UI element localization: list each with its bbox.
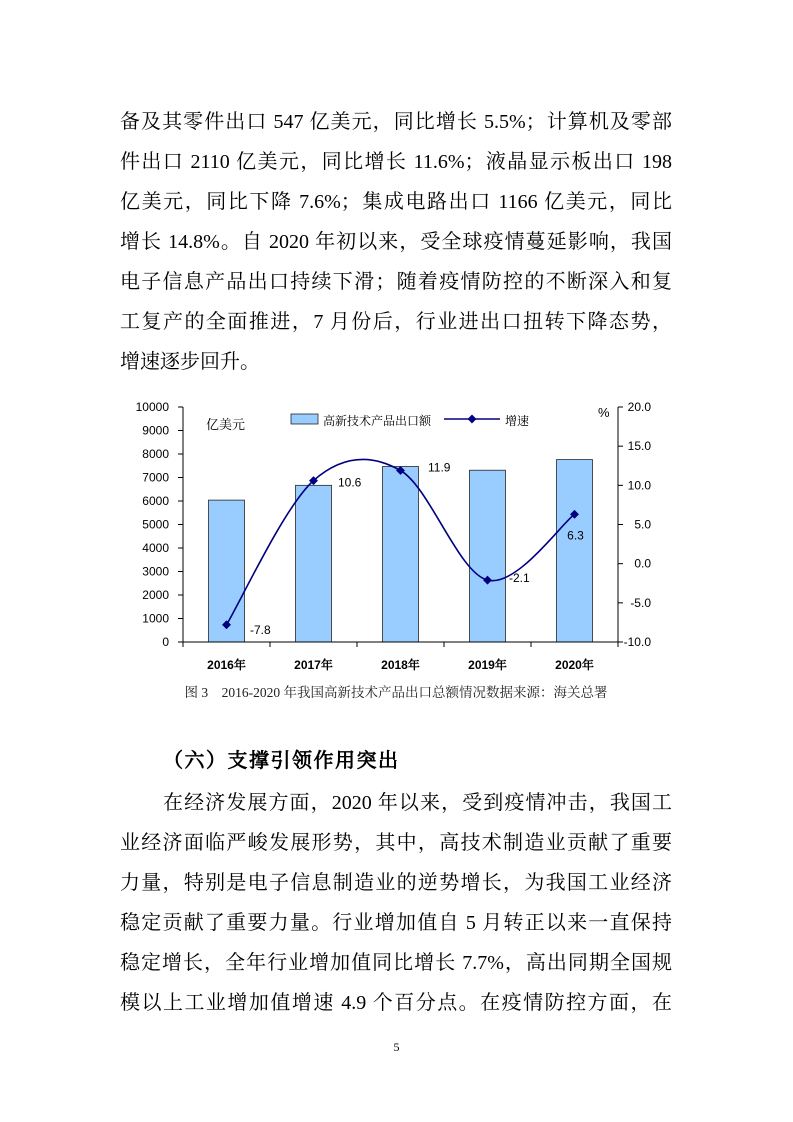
paragraph-line: 业经济面临严峻发展形势，其中，高技术制造业贡献了重要 — [120, 832, 672, 854]
x-tick-label-2019: 2019年 — [468, 658, 507, 672]
y-left-tick-label: 9000 — [142, 423, 169, 438]
legend-swatch-bar — [291, 414, 318, 424]
body-paragraph-support — [120, 783, 672, 1023]
y-left-tick-label: 2000 — [142, 588, 169, 602]
growth-data-label-2018: 11.9 — [428, 460, 451, 475]
growth-data-label-2017: 10.6 — [338, 475, 362, 490]
paragraph-line: 力量，特别是电子信息制造业的逆势增长，为我国工业经济 — [120, 872, 672, 894]
paragraph-line: 稳定贡献了重要力量。行业增加值自 5 月转正以来一直保持 — [120, 912, 672, 934]
y-right-tick-label: 0.0 — [634, 556, 651, 571]
y-left-tick-label: 4000 — [142, 541, 169, 555]
y-right-tick-label: -5.0 — [630, 595, 651, 610]
page-number: 5 — [393, 1040, 400, 1054]
legend-label-export: 高新技术产品出口额 — [323, 414, 432, 428]
paragraph-line: 模以上工业增加值增速 4.9 个百分点。在疫情防控方面，在 — [120, 992, 672, 1014]
paragraph-line: 亿美元，同比下降 7.6%；集成电路出口 1166 亿美元，同比 — [120, 191, 672, 213]
bar-2018 — [383, 467, 419, 643]
y-right-tick-label: -10.0 — [623, 635, 651, 649]
paragraph-line: 电子信息产品出口持续下滑；随着疫情防控的不断深入和复 — [120, 271, 672, 293]
figure-caption: 图 3 2016-2020 年我国高新技术产品出口总额情况数据来源：海关总署 — [184, 685, 608, 700]
paragraph-line: 工复产的全面推进，7 月份后，行业进出口扭转下降态势， — [120, 311, 672, 333]
growth-data-label-2019: -2.1 — [509, 571, 530, 586]
paragraph-line: 备及其零件出口 547 亿美元，同比增长 5.5%；计算机及零部 — [120, 111, 672, 133]
x-tick-label-2017: 2017年 — [294, 658, 333, 672]
y-left-tick-label: 3000 — [142, 564, 169, 579]
y-left-tick-label: 6000 — [142, 494, 169, 508]
paragraph-line: 稳定增长，全年行业增加值同比增长 7.7%，高出同期全国规 — [120, 952, 672, 974]
bar-2019 — [470, 470, 506, 642]
legend-label-growth: 增速 — [505, 414, 530, 428]
body-paragraph-export — [120, 102, 672, 382]
paragraph-line: 增速逐步回升。 — [120, 351, 260, 373]
x-tick-label-2016: 2016年 — [207, 658, 246, 672]
bar-2020 — [557, 460, 593, 642]
y-right-tick-label: 20.0 — [627, 400, 651, 414]
paragraph-line: 在经济发展方面，2020 年以来，受到疫情冲击，我国工 — [163, 792, 672, 814]
x-tick-label-2018: 2018年 — [381, 658, 420, 672]
section-heading: （六）支撑引领作用突出 — [163, 750, 400, 772]
y-left-tick-label: 8000 — [142, 447, 169, 461]
y-right-unit-label: % — [598, 405, 610, 420]
paragraph-line: 件出口 2110 亿美元，同比增长 11.6%；液晶显示板出口 198 — [120, 151, 672, 173]
y-left-tick-label: 7000 — [142, 470, 169, 485]
y-right-tick-label: 5.0 — [634, 517, 651, 532]
growth-data-label-2016: -7.8 — [250, 622, 271, 637]
y-right-tick-label: 15.0 — [627, 439, 651, 454]
figure-3-chart — [120, 395, 672, 680]
y-left-tick-label: 0 — [162, 635, 169, 649]
x-tick-label-2020: 2020年 — [555, 658, 594, 672]
y-left-unit-label: 亿美元 — [206, 417, 246, 432]
legend-swatch-marker — [468, 415, 476, 423]
y-right-tick-label: 10.0 — [627, 478, 651, 493]
growth-data-label-2020: 6.3 — [567, 528, 584, 543]
y-left-tick-label: 5000 — [142, 517, 169, 532]
bar-2017 — [296, 485, 332, 642]
y-left-tick-label: 10000 — [135, 400, 169, 414]
y-left-tick-label: 1000 — [142, 611, 169, 626]
paragraph-line: 增长 14.8%。自 2020 年初以来，受全球疫情蔓延影响，我国 — [120, 231, 672, 253]
